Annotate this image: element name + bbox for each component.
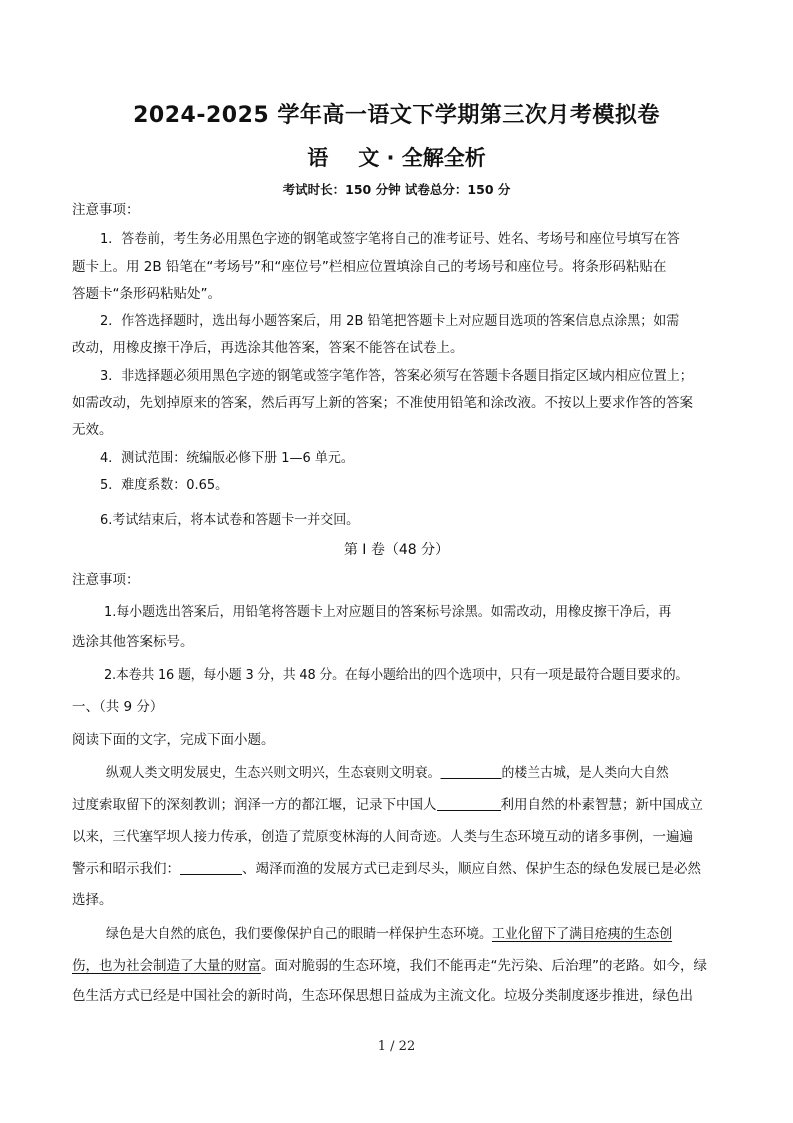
passage-text: 绿色是大自然的底色，我们要像保护自己的眼睛一样保护生态环境。 xyxy=(106,926,492,942)
subtitle-right: 文 · 全解全析 xyxy=(358,146,486,170)
passage-para-1-line-2 xyxy=(72,795,732,815)
passage-para-2-line-2 xyxy=(72,956,732,976)
exam-info: 考试时长：150 分钟 试卷总分：150 分 xyxy=(282,182,511,197)
notice-item-3-line-1: 3．非选择题必须用黑色字迹的钢笔或签字笔作答，答案必须写在答题卡各题目指定区域内相应位置上； xyxy=(100,368,693,384)
notice-item-2-line-1: 2．作答选择题时，选出每小题答案后，用 2B 铅笔把答题卡上对应题目选项的答案信息点涂黑；如需 xyxy=(100,313,680,329)
fill-blank-2 xyxy=(437,796,501,811)
section-1-title: 第 I 卷（48 分） xyxy=(343,542,450,558)
notice-item-4: 4．测试范围：统编版必修下册 1—6 单元。 xyxy=(100,450,354,466)
notice-item-1-line-3: 答题卡“条形码粘贴处”。 xyxy=(72,286,221,302)
part-1-heading: 一、（共 9 分） xyxy=(72,699,164,715)
notice-item-3-line-3: 无效。 xyxy=(72,422,113,438)
section-1-notice-heading: 注意事项： xyxy=(72,572,140,588)
page-number: 1 / 22 xyxy=(377,1039,416,1054)
passage-para-1-line-5: 选择。 xyxy=(72,892,113,908)
notice-item-5: 5．难度系数：0.65。 xyxy=(100,477,229,493)
notice-heading: 注意事项： xyxy=(72,202,140,218)
passage-para-2-line-1 xyxy=(106,924,735,944)
passage-para-1-line-3: 以来，三代塞罕坝人接力传承，创造了荒原变林海的人间奇迹。人类与生态环境互动的诸多事例，一遍遍 xyxy=(72,829,693,845)
passage-para-1-line-4 xyxy=(72,859,732,879)
underlined-sentence: 工业化留下了满目疮痍的生态创 xyxy=(491,926,673,942)
notice-item-3-line-2: 如需改动，先划掉原来的答案，然后再写上新的答案；不准使用铅笔和涂改液。不按以上要求作答的答案 xyxy=(72,395,693,411)
notice-item-6: 6.考试结束后，将本试卷和答题卡一并交回。 xyxy=(100,512,360,528)
fill-blank-1 xyxy=(441,764,502,779)
subtitle-left: 语 xyxy=(307,146,329,170)
notice-item-2-line-2: 改动，用橡皮擦干净后，再选涂其他答案，答案不能答在试卷上。 xyxy=(72,340,464,356)
passage-text: 警示和昭示我们： xyxy=(72,861,180,877)
passage-text: 、竭泽而渔的发展方式已走到尽头，顺应自然、保护生态的绿色发展已是必然 xyxy=(242,861,701,877)
fill-blank-3 xyxy=(180,860,242,875)
passage-para-2-line-3: 色生活方式已经是中国社会的新时尚，生态环保思想日益成为主流文化。垃圾分类制度逐步推进，绿色出 xyxy=(72,988,693,1004)
notice-item-1-line-1: 1．答卷前，考生务必用黑色字迹的钢笔或签字笔将自己的准考证号、姓名、考场号和座位号填写在答 xyxy=(100,231,680,247)
passage-text: 利用自然的朴素智慧；新中国成立 xyxy=(500,797,703,813)
notice-item-1-line-2: 题卡上。用 2B 铅笔在“考场号”和“座位号”栏相应位置填涂自己的考场号和座位号。将条形码粘贴在 xyxy=(72,259,667,275)
section-1-item-1-line-1: 1.每小题选出答案后，用铅笔将答题卡上对应题目的答案标号涂黑。如需改动，用橡皮擦干净后，再 xyxy=(104,604,672,620)
part-1-instruction: 阅读下面的文字，完成下面小题。 xyxy=(72,732,275,748)
document-title: 2024-2025 学年高一语文下学期第三次月考模拟卷 xyxy=(133,103,660,128)
passage-text: 过度索取留下的深刻教训；润泽一方的都江堰，记录下中国人 xyxy=(72,797,437,813)
passage-text: 的楼兰古城，是人类向大自然 xyxy=(501,765,669,781)
document-subtitle xyxy=(0,143,793,173)
passage-para-1-line-1 xyxy=(106,763,735,783)
underlined-sentence: 伤，也为社会制造了大量的财富 xyxy=(72,958,261,974)
section-1-item-2: 2.本卷共 16 题，每小题 3 分，共 48 分。在每小题给出的四个选项中，只有一项是最符合题目要求的。 xyxy=(104,667,689,683)
passage-text: 纵观人类文明发展史，生态兴则文明兴，生态衰则文明衰。 xyxy=(106,765,441,781)
passage-text: 。面对脆弱的生态环境，我们不能再走“先污染、后治理”的老路。如今，绿 xyxy=(261,958,707,974)
section-1-item-1-line-2: 选涂其他答案标号。 xyxy=(72,634,194,650)
